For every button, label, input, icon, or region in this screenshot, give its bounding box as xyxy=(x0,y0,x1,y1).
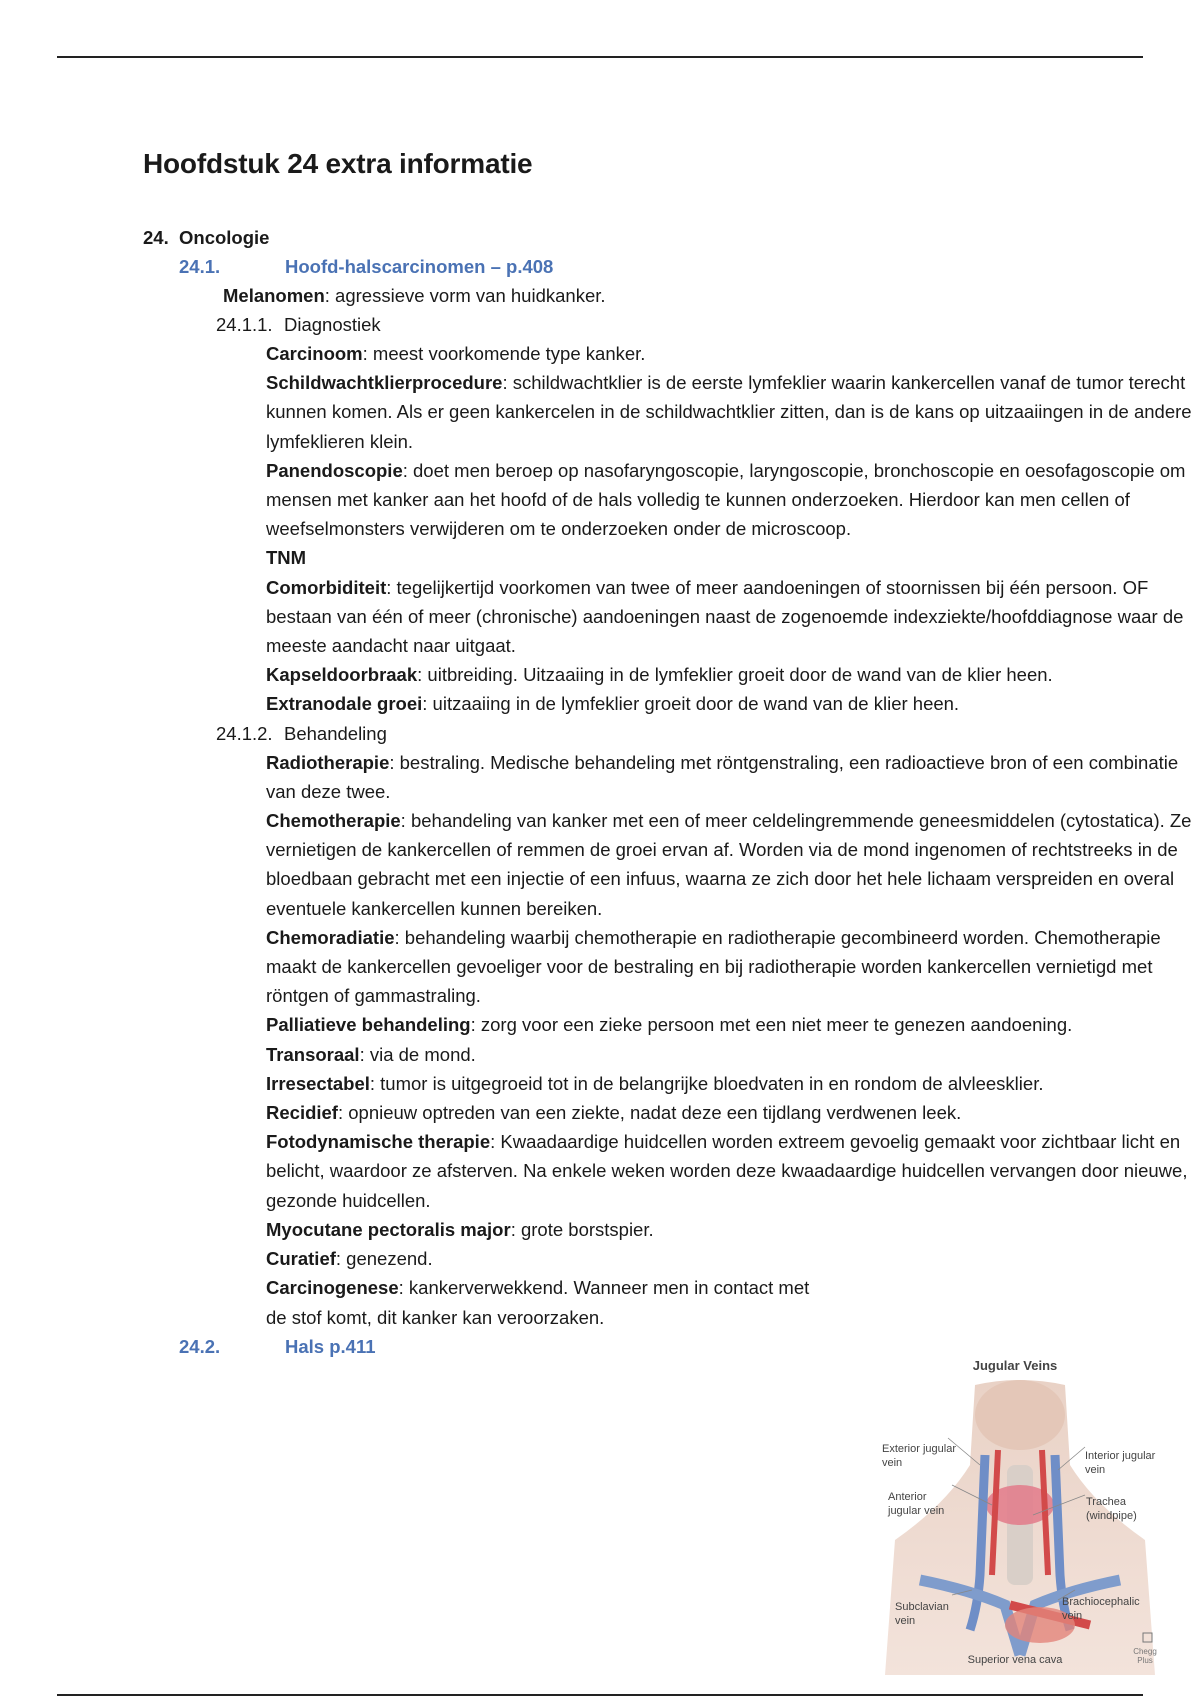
definition-item xyxy=(266,456,1196,544)
definition-text: : meest voorkomende type kanker. xyxy=(362,343,646,364)
definition-item xyxy=(266,339,1196,368)
jugular-veins-figure xyxy=(880,1355,1160,1675)
definition-term: Curatief xyxy=(266,1248,336,1270)
definition-text: : opnieuw optreden van een ziekte, nadat deze een tijdlang verdwenen leek. xyxy=(337,1102,962,1124)
definition-text: : doet men beroep op nasofaryngoscopie, laryngoscopie, bronchoscopie en oesofagoscopie om mensen met kanker aan het hoofd of de hals volledig te kunnen onderzoeken. Hierdoor kan men cellen of weefselmonsters verwijderen om te onderzoeken onder de microscoop. xyxy=(266,459,1186,540)
subsection-title: Diagnostiek xyxy=(284,314,381,335)
definition-term: TNM xyxy=(266,547,307,569)
label-subclavian: Subclavian vein xyxy=(895,1601,949,1627)
label-brachiocephalic: Brachiocephalic vein xyxy=(1062,1596,1140,1622)
subsection-heading-behandeling xyxy=(216,719,1073,748)
definition-text: : bestraling. Medische behandeling met röntgenstraling, een radioactieve bron of een combinatie van deze twee. xyxy=(266,751,1179,802)
definition-text: : Kwaadaardige huidcellen worden extreem gevoelig gemaakt voor zichtbaar licht en belicht, waardoor ze afsterven. Na enkele weken worden deze kwaadaardige huidcellen vervangen door nieuwe, gezonde huidcellen. xyxy=(266,1131,1188,1211)
label-anterior-jugular: Anterior jugular vein xyxy=(888,1491,945,1517)
chapter-heading xyxy=(143,224,1073,252)
definition-list-behandeling xyxy=(266,748,1196,1332)
definition-item xyxy=(266,1098,1196,1127)
section-title: Hoofd-halscarcinomen – p.408 xyxy=(285,256,554,277)
definition-term: Chemoradiatie xyxy=(266,926,395,948)
definition-text: : tumor is uitgegroeid tot in de belangrijke bloedvaten in en rondom de alvleesklier. xyxy=(369,1072,1044,1094)
definition-text: : agressieve vorm van huidkanker. xyxy=(324,285,606,306)
definition-text: : grote borstspier. xyxy=(510,1218,654,1240)
subsection-number: 24.1.2. xyxy=(216,722,273,744)
definition-item xyxy=(266,368,1196,456)
definition-term: Melanomen xyxy=(223,285,325,306)
definition-item xyxy=(266,1069,1196,1098)
definition-item xyxy=(266,1040,1196,1069)
definition-term: Myocutane pectoralis major xyxy=(266,1218,511,1240)
definition-term: Chemotherapie xyxy=(266,810,401,832)
document-body xyxy=(143,148,1192,1361)
definition-item xyxy=(266,1244,826,1273)
figure-title: Jugular Veins xyxy=(972,1358,1058,1373)
definition-item xyxy=(266,543,1196,572)
section-number: 24.1. xyxy=(179,256,221,277)
definition-text: : uitbreiding. Uitzaaiing in de lymfeklier groeit door de wand van de klier heen. xyxy=(417,664,1053,686)
definition-text: : kankerverwekkend. Wanneer men in contact met de stof komt, dit kanker kan veroorzaken. xyxy=(266,1277,810,1328)
definition-item xyxy=(266,923,1196,1011)
definition-text: : schildwachtklier is de eerste lymfeklier waarin kankercellen vanaf de tumor terecht kunnen komen. Als er geen kankercelen in de schildwachtklier zitten, dan is de kans op uitzaaiingen in de andere lymfeklieren klein. xyxy=(266,372,1192,452)
definition-term: Transoraal xyxy=(266,1043,360,1065)
definition-item xyxy=(266,573,1196,661)
section-heading-24-1 xyxy=(179,252,1073,281)
definition-text: : uitzaaiing in de lymfeklier groeit door de wand van de klier heen. xyxy=(422,693,960,715)
definition-text: : via de mond. xyxy=(359,1043,476,1065)
definition-text: : tegelijkertijd voorkomen van twee of meer aandoeningen of stoornissen bij één persoon. OF bestaan van één of meer (chronische) aandoeningen naast de zogenoemde indexziekte/hoofddiagnose waar de meeste aandacht naar uitgaat. xyxy=(266,576,1184,657)
definition-item xyxy=(266,1215,826,1244)
definition-term: Recidief xyxy=(266,1102,338,1124)
label-trachea: Trachea (windpipe) xyxy=(1086,1496,1137,1522)
definition-term: Kapseldoorbraak xyxy=(266,664,418,686)
chapter-title: Oncologie xyxy=(179,227,270,248)
header-rule xyxy=(57,56,1143,58)
definition-item xyxy=(266,1010,1196,1039)
definition-term: Fotodynamische therapie xyxy=(266,1131,491,1153)
definition-term: Extranodale groei xyxy=(266,693,423,715)
definition-item xyxy=(266,748,1196,806)
section-number: 24.2. xyxy=(179,1335,221,1357)
intro-definition xyxy=(223,281,1073,310)
definition-item xyxy=(266,660,1196,689)
definition-text: : behandeling waarbij chemotherapie en radiotherapie gecombineerd worden. Chemotherapie maakt de kankercellen gevoeliger voor de bestraling en bij radiotherapie worden kankercellen vernietigd met röntgen of gammastraling. xyxy=(266,926,1161,1007)
label-superior-vena-cava: Superior vena cava xyxy=(967,1654,1063,1666)
page-title: Hoofdstuk 24 extra informatie xyxy=(143,148,533,179)
definition-item xyxy=(266,1127,1196,1215)
figure-credit: Chegg Plus xyxy=(1133,1647,1157,1665)
definition-text: : genezend. xyxy=(335,1248,433,1270)
subsection-heading-diagnostiek xyxy=(216,310,1073,339)
definition-item xyxy=(266,689,1196,718)
definition-term: Panendoscopie xyxy=(266,459,403,481)
definition-term: Carcinogenese xyxy=(266,1277,399,1299)
section-title: Hals p.411 xyxy=(285,1335,376,1357)
definition-list-diagnostiek xyxy=(266,339,1196,719)
definition-term: Comorbiditeit xyxy=(266,576,387,598)
subsection-title: Behandeling xyxy=(284,722,387,744)
chapter-number: 24. xyxy=(143,227,169,248)
definition-item xyxy=(266,806,1196,923)
label-exterior-jugular: Exterior jugular vein xyxy=(882,1443,956,1469)
definition-term: Radiotherapie xyxy=(266,751,390,773)
subsection-number: 24.1.1. xyxy=(216,314,273,335)
jaw-shape xyxy=(975,1380,1065,1450)
definition-term: Schildwachtklierprocedure xyxy=(266,372,503,394)
definition-item xyxy=(266,1273,826,1331)
definition-term: Palliatieve behandeling xyxy=(266,1014,471,1036)
footer-rule xyxy=(57,1694,1143,1696)
definition-text: : zorg voor een zieke persoon met een niet meer te genezen aandoening. xyxy=(470,1014,1073,1036)
definition-term: Carcinoom xyxy=(266,343,363,364)
definition-text: : behandeling van kanker met een of meer celdelingremmende geneesmiddelen (cytostatica). Ze vernietigen de kankercellen of remmen de groei ervan af. Worden via de mond ingenomen of rechtstreeks in de bloedbaan gebracht met een injectie of een infuus, waarna ze zich door het hele lichaam verspreiden en overal eventuele kankercellen kunnen bereiken. xyxy=(266,810,1192,919)
definition-term: Irresectabel xyxy=(266,1072,370,1094)
label-interior-jugular: Interior jugular vein xyxy=(1085,1450,1156,1476)
